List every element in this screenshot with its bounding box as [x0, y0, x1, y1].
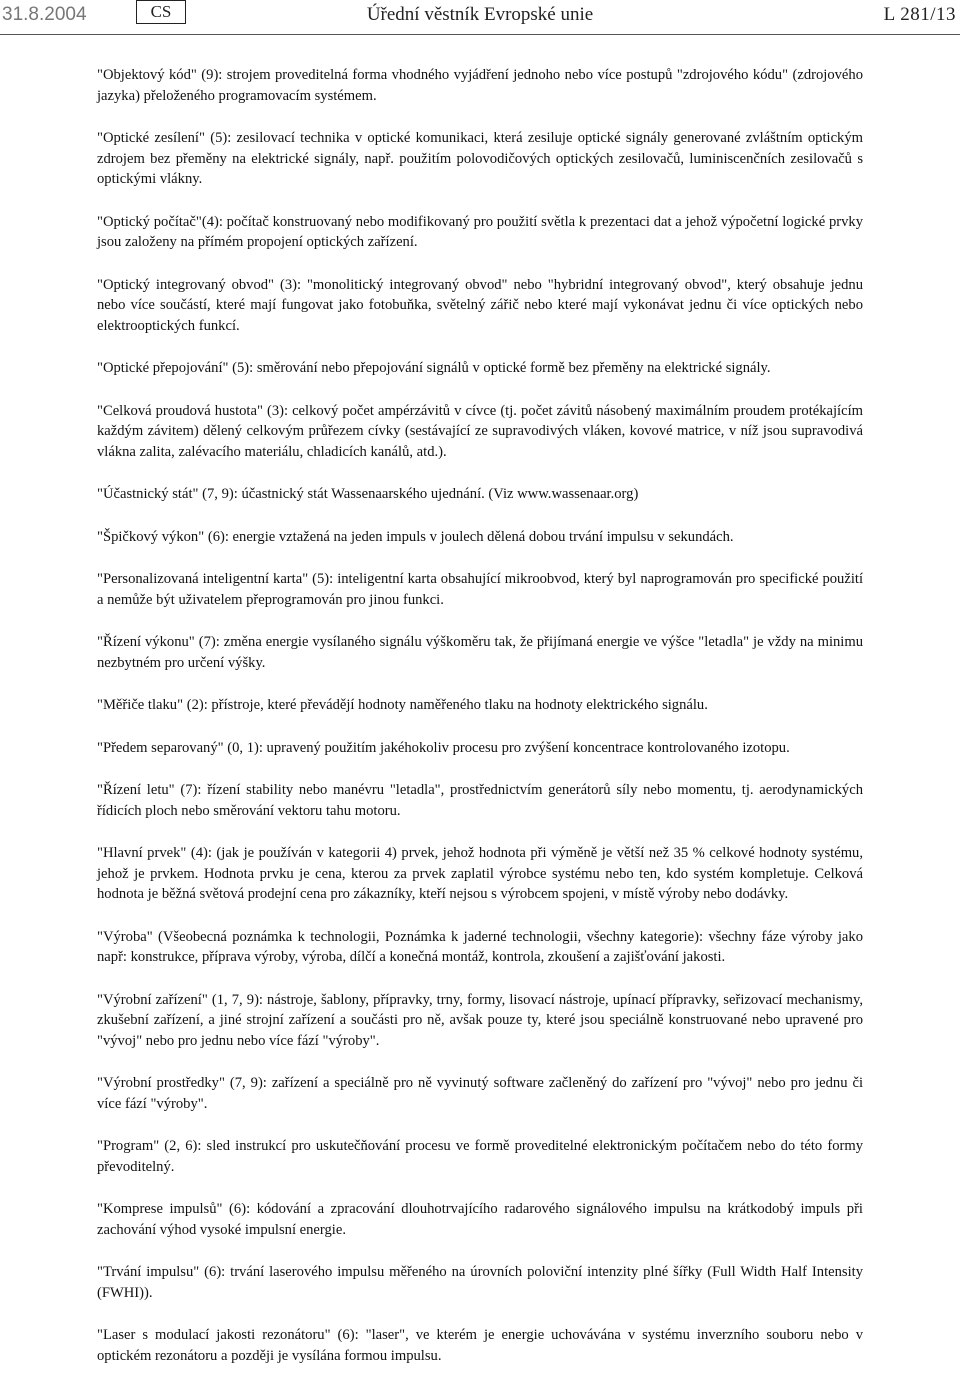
definition-paragraph: "Výroba" (Všeobecná poznámka k technologii, Poznámka k jaderné technologii, všechny kategorie): všechny fáze výroby jako např: konstrukce, příprava výroby, výroba, dílčí a konečná montáž, kontrola, zkoušení a zajišťování jakosti.: [97, 928, 863, 965]
language-badge: CS: [136, 0, 186, 24]
definition-paragraph: "Řízení letu" (7): řízení stability nebo manévru "letadla", prostřednictvím generátorů síly nebo momentu, tj. aerodynamických řídicích ploch nebo směrování vektoru tahu motoru.: [97, 782, 863, 819]
publication-date: 31.8.2004: [2, 4, 87, 25]
definition-paragraph: "Laser s modulací jakosti rezonátoru" (6): "laser", ve kterém je energie uchovávána v systému inverzního souboru nebo v optickém rezonátoru a později je vysílána formou impulsu.: [97, 1327, 863, 1364]
definition-paragraph: "Program" (2, 6): sled instrukcí pro uskutečňování procesu ve formě proveditelné elektronickým počítačem nebo do této formy převoditelný.: [97, 1138, 863, 1175]
definition-paragraph: "Řízení výkonu" (7): změna energie vysílaného signálu výškoměru tak, že přijímaná energie ve výšce "letadla" je vždy na minimu nezbytném pro určení výšky.: [97, 634, 863, 671]
definition-paragraph: "Objektový kód" (9): strojem proveditelná forma vhodného vyjádření jednoho nebo více postupů "zdrojového kódu" (zdrojového jazyka) přeloženého programovacím systémem.: [97, 67, 863, 104]
definition-paragraph: "Optické přepojování" (5): směrování nebo přepojování signálů v optické formě bez přeměny na elektrické signály.: [97, 360, 771, 376]
definition-paragraph: "Výrobní prostředky" (7, 9): zařízení a speciálně pro ně vyvinutý software začleněný do zařízení pro "vývoj" nebo pro jednu či více fází "výroby".: [97, 1075, 863, 1112]
header-divider: [0, 34, 960, 35]
page-number: L 281/13: [883, 4, 956, 25]
document-body: [97, 65, 863, 1388]
definition-paragraph: "Personalizovaná inteligentní karta" (5): inteligentní karta obsahující mikroobvod, který byl naprogramován pro specifické použití a nemůže být uživatelem přeprogramován pro jinou funkci.: [97, 571, 863, 608]
definition-paragraph: "Předem separovaný" (0, 1): upravený použitím jakéhokoliv procesu pro zvýšení koncentrace kontrolovaného izotopu.: [97, 739, 790, 756]
definition-paragraph: "Měřiče tlaku" (2): přístroje, které převádějí hodnoty naměřeného tlaku na hodnoty elektrického signálu.: [97, 697, 708, 713]
definition-paragraph: "Hlavní prvek" (4): (jak je používán v kategorii 4) prvek, jehož hodnota při výměně je větší než 35 % celkové hodnoty systému, jehož je prvkem. Hodnota prvku je cena, kterou za prvek zaplatil výrobce systému nebo ten, kdo systém kompletuje. Celková hodnota je běžná světová prodejní cena pro zákazníky, kteří nejsou s výrobcem spojeni, v místě výroby nebo dodávky.: [97, 845, 863, 902]
page-header: [0, 0, 960, 44]
definition-paragraph: "Účastnický stát" (7, 9): účastnický stát Wassenaarského ujednání. (Viz www.wassenaar.org): [97, 486, 639, 502]
definition-paragraph: "Celková proudová hustota" (3): celkový počet ampérzávitů v cívce (tj. počet závitů násobený maximálním proudem protékajícím každým závitem) dělený celkovým průřezem cívky (sestávající ze supravodivých vláken, kovové matrice, v níž jsou supravodivá vlákna zalita, zalévacího materiálu, chladicích kanálů, atd.).: [97, 402, 863, 460]
journal-title: Úřední věstník Evropské unie: [366, 4, 594, 25]
definition-paragraph: "Komprese impulsů" (6): kódování a zpracování dlouhotrvajícího radarového signálového impulsu na krátkodobý impuls při zachování výhod vysoké impulsní energie.: [97, 1201, 863, 1238]
definition-paragraph: "Optický počítač"(4): počítač konstruovaný nebo modifikovaný pro použití světla k prezentaci dat a jehož výpočetní logické prvky jsou založeny na přímém propojení optických zařízení.: [97, 213, 863, 250]
definition-paragraph: "Špičkový výkon" (6): energie vztažená na jeden impuls v joulech dělená dobou trvání impulsu v sekundách.: [97, 528, 734, 545]
definition-paragraph: "Optický integrovaný obvod" (3): "monolitický integrovaný obvod" nebo "hybridní integrovaný obvod", který obsahuje jednu nebo více součástí, které mají fungovat jako fotobuňka, světelný zářič nebo které mají vykonávat jednu či více optických nebo elektrooptických funkcí.: [97, 276, 863, 334]
definition-paragraph: "Optické zesílení" (5): zesilovací technika v optické komunikaci, která zesiluje optické signály generované zvláštním optickým zdrojem bez přeměny na elektrické signály, např. použitím polovodičových optických zesilovačů, luminiscenčních zesilovačů s optickými vlákny.: [97, 130, 863, 187]
definition-paragraph: "Výrobní zařízení" (1, 7, 9): nástroje, šablony, přípravky, trny, formy, lisovací nástroje, upínací přípravky, seřizovací mechanismy, zkušební zařízení, a jiné strojní zařízení a součásti pro ně, avšak pouze ty, které jsou speciálně konstruované nebo upravené pro "vývoj" nebo pro jednu nebo více fází "výroby".: [97, 991, 863, 1049]
definition-paragraph: "Trvání impulsu" (6): trvání laserového impulsu měřeného na úrovních poloviční intenzity plné šířky (Full Width Half Intensity (FWHI)).: [97, 1264, 863, 1301]
